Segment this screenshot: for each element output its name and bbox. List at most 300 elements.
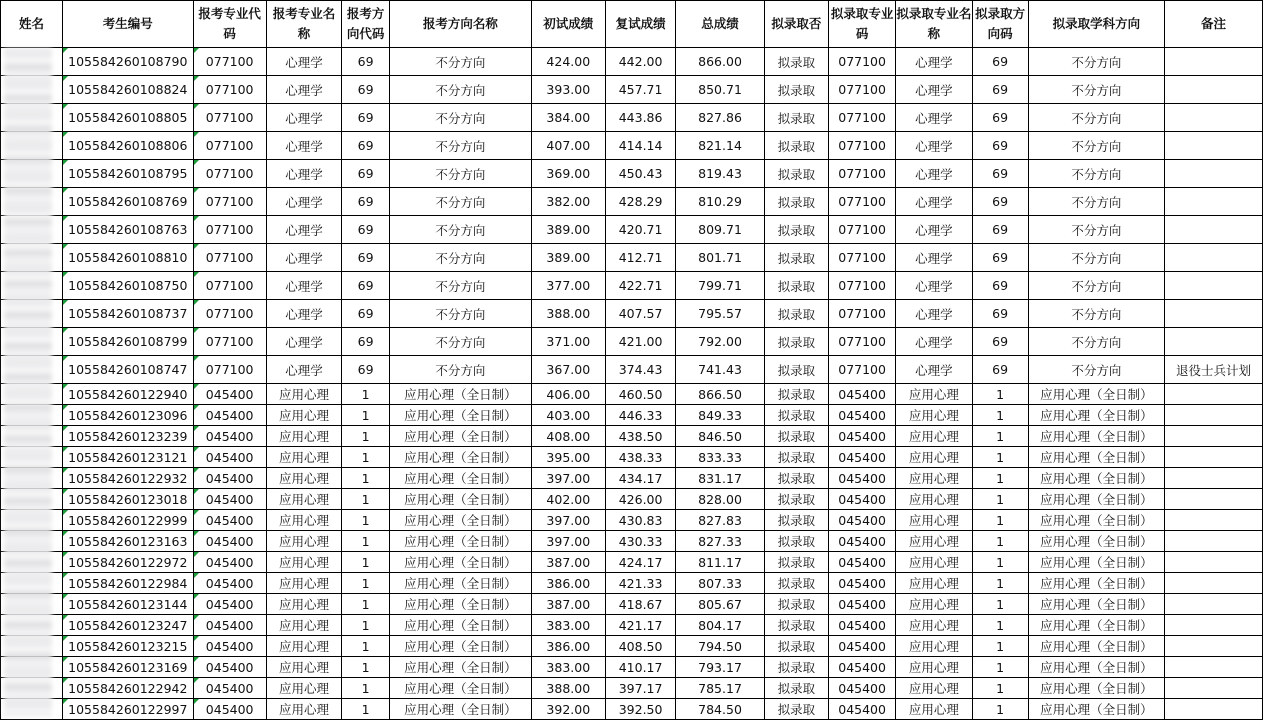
prelim-score-cell: 387.00 (531, 594, 605, 615)
admit-status-cell: 拟录取 (764, 552, 828, 573)
admit-direction-name-cell: 不分方向 (1028, 48, 1164, 76)
retest-score-cell: 460.50 (605, 384, 675, 405)
direction-code-cell: 1 (342, 384, 390, 405)
retest-score-cell: 438.50 (605, 426, 675, 447)
direction-name-cell: 不分方向 (390, 76, 532, 104)
header-major-name: 报考专业名称 (266, 1, 341, 48)
admit-direction-name-cell: 应用心理（全日制） (1028, 636, 1164, 657)
name-cell-redacted (1, 678, 63, 699)
admit-status-cell: 拟录取 (764, 244, 828, 272)
retest-score-cell: 424.17 (605, 552, 675, 573)
major-code-cell: 077100 (193, 188, 266, 216)
candidate-id-cell: 105584260122972 (63, 552, 193, 573)
candidate-id-cell: 105584260108737 (63, 300, 193, 328)
direction-name-cell: 应用心理（全日制） (390, 573, 532, 594)
admit-major-name-cell: 心理学 (896, 188, 972, 216)
admit-direction-name-cell: 应用心理（全日制） (1028, 573, 1164, 594)
prelim-score-cell: 386.00 (531, 636, 605, 657)
major-code-cell: 045400 (193, 636, 266, 657)
admit-major-name-cell: 应用心理 (896, 531, 972, 552)
candidate-id-cell: 105584260123121 (63, 447, 193, 468)
prelim-score-cell: 371.00 (531, 328, 605, 356)
direction-name-cell: 不分方向 (390, 328, 532, 356)
retest-score-cell: 442.00 (605, 48, 675, 76)
header-candidate-id: 考生编号 (63, 1, 193, 48)
admit-direction-code-cell: 1 (972, 594, 1028, 615)
remark-cell (1165, 328, 1263, 356)
admit-direction-code-cell: 69 (972, 132, 1028, 160)
admit-direction-name-cell: 不分方向 (1028, 76, 1164, 104)
retest-score-cell: 421.00 (605, 328, 675, 356)
admit-major-code-cell: 045400 (829, 699, 896, 720)
major-code-cell: 045400 (193, 468, 266, 489)
major-name-cell: 应用心理 (266, 573, 341, 594)
remark-cell (1165, 405, 1263, 426)
major-name-cell: 应用心理 (266, 594, 341, 615)
admit-major-name-cell: 应用心理 (896, 615, 972, 636)
total-score-cell: 819.43 (676, 160, 765, 188)
name-cell-redacted (1, 426, 63, 447)
direction-name-cell: 不分方向 (390, 356, 532, 384)
direction-code-cell: 1 (342, 552, 390, 573)
admit-direction-code-cell: 69 (972, 272, 1028, 300)
admit-major-name-cell: 应用心理 (896, 489, 972, 510)
admit-major-name-cell: 应用心理 (896, 636, 972, 657)
name-cell-redacted (1, 405, 63, 426)
admit-status-cell: 拟录取 (764, 594, 828, 615)
retest-score-cell: 430.33 (605, 531, 675, 552)
header-total-score: 总成绩 (676, 1, 765, 48)
prelim-score-cell: 395.00 (531, 447, 605, 468)
direction-code-cell: 69 (342, 76, 390, 104)
prelim-score-cell: 387.00 (531, 552, 605, 573)
admit-direction-code-cell: 1 (972, 468, 1028, 489)
admit-major-name-cell: 心理学 (896, 104, 972, 132)
table-row (1, 615, 1263, 636)
admit-major-name-cell: 应用心理 (896, 426, 972, 447)
candidate-id-cell: 105584260108763 (63, 216, 193, 244)
candidate-id-cell: 105584260123144 (63, 594, 193, 615)
name-cell-redacted (1, 384, 63, 405)
direction-name-cell: 不分方向 (390, 160, 532, 188)
admit-direction-code-cell: 69 (972, 160, 1028, 188)
total-score-cell: 831.17 (676, 468, 765, 489)
header-retest-score: 复试成绩 (605, 1, 675, 48)
prelim-score-cell: 424.00 (531, 48, 605, 76)
header-admit-major-code: 拟录取专业码 (829, 1, 896, 48)
admit-direction-code-cell: 69 (972, 48, 1028, 76)
major-name-cell: 应用心理 (266, 657, 341, 678)
total-score-cell: 807.33 (676, 573, 765, 594)
admit-direction-code-cell: 69 (972, 76, 1028, 104)
direction-name-cell: 应用心理（全日制） (390, 384, 532, 405)
admit-major-code-cell: 077100 (829, 328, 896, 356)
prelim-score-cell: 383.00 (531, 657, 605, 678)
admit-direction-code-cell: 1 (972, 615, 1028, 636)
admit-direction-name-cell: 不分方向 (1028, 104, 1164, 132)
table-row (1, 160, 1263, 188)
major-code-cell: 077100 (193, 104, 266, 132)
direction-name-cell: 不分方向 (390, 132, 532, 160)
prelim-score-cell: 382.00 (531, 188, 605, 216)
direction-code-cell: 1 (342, 678, 390, 699)
total-score-cell: 784.50 (676, 699, 765, 720)
admit-direction-code-cell: 1 (972, 510, 1028, 531)
major-name-cell: 心理学 (266, 216, 341, 244)
admit-status-cell: 拟录取 (764, 300, 828, 328)
prelim-score-cell: 403.00 (531, 405, 605, 426)
major-code-cell: 077100 (193, 48, 266, 76)
admit-direction-code-cell: 69 (972, 300, 1028, 328)
major-name-cell: 应用心理 (266, 510, 341, 531)
total-score-cell: 801.71 (676, 244, 765, 272)
total-score-cell: 741.43 (676, 356, 765, 384)
remark-cell (1165, 615, 1263, 636)
name-cell-redacted (1, 594, 63, 615)
admit-major-name-cell: 心理学 (896, 76, 972, 104)
name-cell-redacted (1, 272, 63, 300)
direction-code-cell: 1 (342, 636, 390, 657)
major-code-cell: 045400 (193, 531, 266, 552)
candidate-id-cell: 105584260123239 (63, 426, 193, 447)
admit-direction-name-cell: 不分方向 (1028, 188, 1164, 216)
prelim-score-cell: 388.00 (531, 678, 605, 699)
retest-score-cell: 421.17 (605, 615, 675, 636)
admit-status-cell: 拟录取 (764, 356, 828, 384)
candidate-id-cell: 105584260122984 (63, 573, 193, 594)
name-cell-redacted (1, 132, 63, 160)
prelim-score-cell: 377.00 (531, 272, 605, 300)
major-code-cell: 045400 (193, 384, 266, 405)
prelim-score-cell: 407.00 (531, 132, 605, 160)
direction-name-cell: 不分方向 (390, 48, 532, 76)
direction-code-cell: 1 (342, 699, 390, 720)
admit-major-code-cell: 045400 (829, 552, 896, 573)
header-direction-name: 报考方向名称 (390, 1, 532, 48)
table-row (1, 426, 1263, 447)
admit-direction-name-cell: 不分方向 (1028, 132, 1164, 160)
total-score-cell: 827.86 (676, 104, 765, 132)
direction-code-cell: 69 (342, 244, 390, 272)
major-name-cell: 心理学 (266, 76, 341, 104)
admit-major-code-cell: 045400 (829, 531, 896, 552)
admit-status-cell: 拟录取 (764, 573, 828, 594)
major-name-cell: 心理学 (266, 356, 341, 384)
major-name-cell: 心理学 (266, 160, 341, 188)
direction-name-cell: 不分方向 (390, 104, 532, 132)
prelim-score-cell: 367.00 (531, 356, 605, 384)
direction-code-cell: 1 (342, 468, 390, 489)
admit-direction-code-cell: 1 (972, 573, 1028, 594)
table-row (1, 531, 1263, 552)
direction-code-cell: 69 (342, 48, 390, 76)
major-code-cell: 045400 (193, 552, 266, 573)
admit-direction-name-cell: 不分方向 (1028, 216, 1164, 244)
total-score-cell: 827.83 (676, 510, 765, 531)
name-cell-redacted (1, 468, 63, 489)
candidate-id-cell: 105584260122932 (63, 468, 193, 489)
candidate-id-cell: 105584260123018 (63, 489, 193, 510)
admit-major-code-cell: 045400 (829, 573, 896, 594)
direction-code-cell: 1 (342, 594, 390, 615)
admit-direction-code-cell: 69 (972, 328, 1028, 356)
admit-major-name-cell: 心理学 (896, 300, 972, 328)
admit-major-name-cell: 心理学 (896, 328, 972, 356)
name-cell-redacted (1, 76, 63, 104)
direction-name-cell: 应用心理（全日制） (390, 636, 532, 657)
total-score-cell: 793.17 (676, 657, 765, 678)
total-score-cell: 827.33 (676, 531, 765, 552)
name-cell-redacted (1, 657, 63, 678)
retest-score-cell: 443.86 (605, 104, 675, 132)
remark-cell (1165, 426, 1263, 447)
candidate-id-cell: 105584260108805 (63, 104, 193, 132)
prelim-score-cell: 397.00 (531, 468, 605, 489)
admit-major-code-cell: 077100 (829, 76, 896, 104)
admit-major-name-cell: 应用心理 (896, 405, 972, 426)
direction-code-cell: 69 (342, 356, 390, 384)
admit-major-code-cell: 045400 (829, 384, 896, 405)
admit-direction-code-cell: 1 (972, 489, 1028, 510)
major-code-cell: 077100 (193, 132, 266, 160)
prelim-score-cell: 386.00 (531, 573, 605, 594)
admit-status-cell: 拟录取 (764, 405, 828, 426)
prelim-score-cell: 388.00 (531, 300, 605, 328)
prelim-score-cell: 369.00 (531, 160, 605, 188)
candidate-id-cell: 105584260108806 (63, 132, 193, 160)
remark-cell (1165, 384, 1263, 405)
major-code-cell: 045400 (193, 573, 266, 594)
admit-major-code-cell: 077100 (829, 188, 896, 216)
major-code-cell: 045400 (193, 489, 266, 510)
remark-cell: 退役士兵计划 (1165, 356, 1263, 384)
retest-score-cell: 422.71 (605, 272, 675, 300)
admit-major-code-cell: 077100 (829, 160, 896, 188)
admit-status-cell: 拟录取 (764, 447, 828, 468)
admit-major-code-cell: 077100 (829, 300, 896, 328)
table-row (1, 300, 1263, 328)
table-row (1, 132, 1263, 160)
major-code-cell: 045400 (193, 510, 266, 531)
retest-score-cell: 426.00 (605, 489, 675, 510)
retest-score-cell: 407.57 (605, 300, 675, 328)
admit-major-code-cell: 045400 (829, 636, 896, 657)
name-cell-redacted (1, 216, 63, 244)
admit-direction-code-cell: 69 (972, 216, 1028, 244)
direction-name-cell: 不分方向 (390, 244, 532, 272)
remark-cell (1165, 104, 1263, 132)
admit-major-code-cell: 077100 (829, 272, 896, 300)
major-name-cell: 应用心理 (266, 405, 341, 426)
admit-major-code-cell: 045400 (829, 678, 896, 699)
prelim-score-cell: 389.00 (531, 216, 605, 244)
remark-cell (1165, 272, 1263, 300)
direction-code-cell: 69 (342, 328, 390, 356)
admit-major-code-cell: 045400 (829, 594, 896, 615)
name-cell-redacted (1, 160, 63, 188)
remark-cell (1165, 188, 1263, 216)
remark-cell (1165, 447, 1263, 468)
remark-cell (1165, 132, 1263, 160)
retest-score-cell: 430.83 (605, 510, 675, 531)
name-cell-redacted (1, 615, 63, 636)
name-cell-redacted (1, 447, 63, 468)
name-cell-redacted (1, 573, 63, 594)
retest-score-cell: 438.33 (605, 447, 675, 468)
name-cell-redacted (1, 188, 63, 216)
direction-name-cell: 应用心理（全日制） (390, 678, 532, 699)
direction-code-cell: 1 (342, 615, 390, 636)
major-code-cell: 077100 (193, 244, 266, 272)
direction-code-cell: 1 (342, 657, 390, 678)
admit-major-name-cell: 心理学 (896, 244, 972, 272)
table-row (1, 489, 1263, 510)
retest-score-cell: 374.43 (605, 356, 675, 384)
header-name: 姓名 (1, 1, 63, 48)
remark-cell (1165, 573, 1263, 594)
admit-major-name-cell: 应用心理 (896, 447, 972, 468)
total-score-cell: 809.71 (676, 216, 765, 244)
direction-name-cell: 应用心理（全日制） (390, 594, 532, 615)
total-score-cell: 804.17 (676, 615, 765, 636)
remark-cell (1165, 678, 1263, 699)
candidate-id-cell: 105584260108799 (63, 328, 193, 356)
direction-name-cell: 应用心理（全日制） (390, 531, 532, 552)
major-code-cell: 045400 (193, 594, 266, 615)
direction-code-cell: 69 (342, 132, 390, 160)
candidate-id-cell: 105584260108824 (63, 76, 193, 104)
name-cell-redacted (1, 244, 63, 272)
admit-direction-code-cell: 69 (972, 356, 1028, 384)
remark-cell (1165, 552, 1263, 573)
prelim-score-cell: 397.00 (531, 531, 605, 552)
table-row (1, 552, 1263, 573)
admit-direction-code-cell: 1 (972, 531, 1028, 552)
major-name-cell: 应用心理 (266, 615, 341, 636)
admit-status-cell: 拟录取 (764, 216, 828, 244)
candidate-id-cell: 105584260123163 (63, 531, 193, 552)
remark-cell (1165, 699, 1263, 720)
major-code-cell: 045400 (193, 426, 266, 447)
direction-name-cell: 不分方向 (390, 216, 532, 244)
prelim-score-cell: 389.00 (531, 244, 605, 272)
candidate-id-cell: 105584260108769 (63, 188, 193, 216)
total-score-cell: 799.71 (676, 272, 765, 300)
admit-direction-name-cell: 不分方向 (1028, 356, 1164, 384)
admit-direction-code-cell: 1 (972, 384, 1028, 405)
direction-name-cell: 不分方向 (390, 300, 532, 328)
candidate-id-cell: 105584260122942 (63, 678, 193, 699)
direction-name-cell: 应用心理（全日制） (390, 699, 532, 720)
total-score-cell: 833.33 (676, 447, 765, 468)
direction-name-cell: 不分方向 (390, 188, 532, 216)
admit-direction-code-cell: 1 (972, 657, 1028, 678)
table-row (1, 678, 1263, 699)
admit-major-name-cell: 心理学 (896, 216, 972, 244)
prelim-score-cell: 384.00 (531, 104, 605, 132)
major-code-cell: 045400 (193, 678, 266, 699)
direction-name-cell: 应用心理（全日制） (390, 405, 532, 426)
retest-score-cell: 457.71 (605, 76, 675, 104)
total-score-cell: 849.33 (676, 405, 765, 426)
table-row (1, 216, 1263, 244)
remark-cell (1165, 244, 1263, 272)
total-score-cell: 794.50 (676, 636, 765, 657)
admit-major-code-cell: 077100 (829, 132, 896, 160)
admit-major-name-cell: 心理学 (896, 356, 972, 384)
admit-status-cell: 拟录取 (764, 636, 828, 657)
table-row (1, 447, 1263, 468)
major-code-cell: 077100 (193, 356, 266, 384)
total-score-cell: 866.00 (676, 48, 765, 76)
candidate-id-cell: 105584260123215 (63, 636, 193, 657)
major-code-cell: 077100 (193, 216, 266, 244)
name-cell-redacted (1, 510, 63, 531)
admit-major-code-cell: 045400 (829, 510, 896, 531)
admit-major-code-cell: 077100 (829, 104, 896, 132)
admit-direction-name-cell: 应用心理（全日制） (1028, 489, 1164, 510)
admit-major-name-cell: 心理学 (896, 160, 972, 188)
admit-major-code-cell: 045400 (829, 447, 896, 468)
admit-major-code-cell: 045400 (829, 615, 896, 636)
candidate-id-cell: 105584260122999 (63, 510, 193, 531)
header-admit-major-name: 拟录取专业名称 (896, 1, 972, 48)
table-row (1, 636, 1263, 657)
admit-status-cell: 拟录取 (764, 384, 828, 405)
prelim-score-cell: 393.00 (531, 76, 605, 104)
admit-status-cell: 拟录取 (764, 426, 828, 447)
admit-direction-name-cell: 应用心理（全日制） (1028, 405, 1164, 426)
retest-score-cell: 450.43 (605, 160, 675, 188)
table-row (1, 356, 1263, 384)
admit-direction-name-cell: 应用心理（全日制） (1028, 531, 1164, 552)
remark-cell (1165, 489, 1263, 510)
major-code-cell: 045400 (193, 405, 266, 426)
admit-direction-name-cell: 应用心理（全日制） (1028, 384, 1164, 405)
admit-status-cell: 拟录取 (764, 699, 828, 720)
direction-code-cell: 1 (342, 573, 390, 594)
candidate-id-cell: 105584260123169 (63, 657, 193, 678)
direction-code-cell: 69 (342, 188, 390, 216)
major-name-cell: 应用心理 (266, 531, 341, 552)
admit-major-name-cell: 心理学 (896, 132, 972, 160)
admit-major-code-cell: 045400 (829, 405, 896, 426)
name-cell-redacted (1, 48, 63, 76)
remark-cell (1165, 160, 1263, 188)
remark-cell (1165, 510, 1263, 531)
admit-direction-code-cell: 1 (972, 405, 1028, 426)
header-remark: 备注 (1165, 1, 1263, 48)
direction-name-cell: 应用心理（全日制） (390, 426, 532, 447)
admit-status-cell: 拟录取 (764, 489, 828, 510)
admit-status-cell: 拟录取 (764, 531, 828, 552)
retest-score-cell: 420.71 (605, 216, 675, 244)
major-code-cell: 045400 (193, 699, 266, 720)
direction-name-cell: 应用心理（全日制） (390, 489, 532, 510)
name-cell-redacted (1, 104, 63, 132)
prelim-score-cell: 408.00 (531, 426, 605, 447)
admit-major-name-cell: 应用心理 (896, 468, 972, 489)
total-score-cell: 810.29 (676, 188, 765, 216)
admit-status-cell: 拟录取 (764, 188, 828, 216)
admit-major-name-cell: 应用心理 (896, 552, 972, 573)
admit-status-cell: 拟录取 (764, 48, 828, 76)
admit-status-cell: 拟录取 (764, 328, 828, 356)
direction-code-cell: 1 (342, 531, 390, 552)
direction-code-cell: 69 (342, 104, 390, 132)
major-name-cell: 心理学 (266, 104, 341, 132)
admit-direction-code-cell: 1 (972, 426, 1028, 447)
